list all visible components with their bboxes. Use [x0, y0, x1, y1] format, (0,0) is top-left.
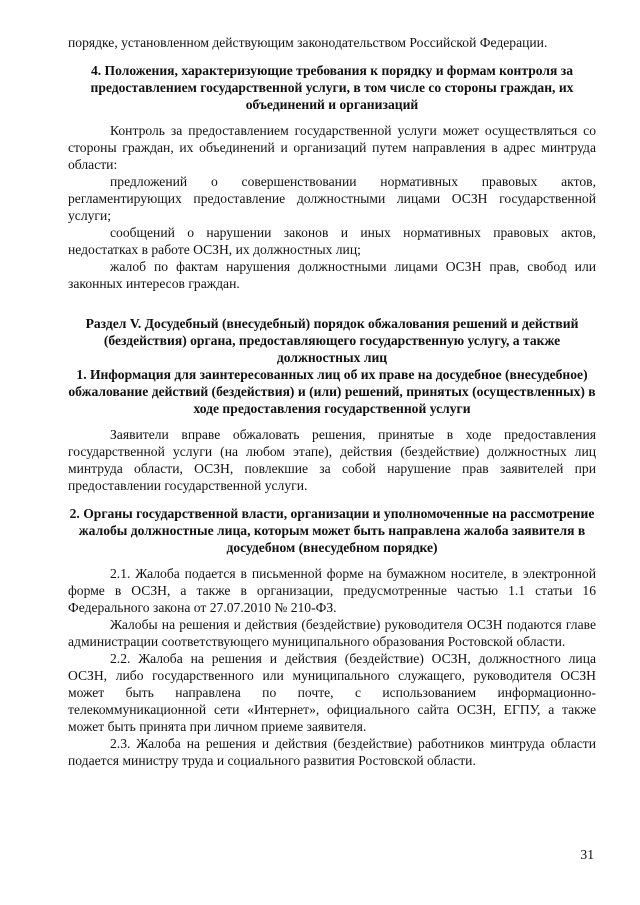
- subsection-2-paragraph: 2.1. Жалоба подается в письменной форме на бумажном носителе, в электронной форме в ОСЗН, а также в организации, предусмотренные частью 1.1 статьи 16 Федерального закона от 27.07.2010 № 210-ФЗ.: [68, 566, 596, 615]
- section-4-paragraph: жалоб по фактам нарушения должностными лицами ОСЗН прав, свобод или законных интересов граждан.: [68, 259, 596, 291]
- subsection-2-paragraph: Жалобы на решения и действия (бездействие) руководителя ОСЗН подаются главе администрации соответствующего муниципального образования Ростовской области.: [68, 617, 596, 649]
- section-4-paragraph: предложений о совершенствовании нормативных правовых актов, регламентирующих предоставление должностными лицами ОСЗН государственной услуги;: [68, 174, 596, 223]
- subsection-2-paragraph: 2.2. Жалоба на решения и действия (бездействие) ОСЗН, должностного лица ОСЗН, либо государственного или муниципального служащего, руководителя ОСЗН может быть направлена по почте, с использованием информационно-телекоммуникационной сети «Интернет», официального сайта ОСЗН, ЕГПУ, а также может быть принята при личном приеме заявителя.: [68, 651, 596, 734]
- intro-paragraph: порядке, установленном действующим законодательством Российской Федерации.: [68, 35, 548, 50]
- section-4-paragraph: сообщений о нарушении законов и иных нормативных правовых актов, недостатках в работе ОСЗН, их должностных лиц;: [68, 225, 596, 257]
- subsection-2-heading: 2. Органы государственной власти, организации и уполномоченные на рассмотрение жалобы должностные лица, которым может быть направлена жалоба заявителя в досудебном (внесудебном порядке): [69, 506, 595, 555]
- page-number: 31: [580, 847, 594, 862]
- section-5-heading: Раздел V. Досудебный (внесудебный) порядок обжалования решений и действий (бездействия) органа, предоставляющего государственную услугу, а также должностных лиц: [85, 316, 579, 365]
- subsection-2-paragraph: 2.3. Жалоба на решения и действия (бездействие) работников минтруда области подается министру труда и социального развития Ростовской области.: [68, 736, 596, 768]
- subsection-1-paragraph: Заявители вправе обжаловать решения, принятые в ходе предоставления государственной услуги (на любом этапе), действия (бездействие) должностных лиц минтруда области, ОСЗН, повлекшие за собой нарушение прав заявителей при предоставлении государственной услуги.: [68, 427, 596, 493]
- section-4-paragraph: Контроль за предоставлением государственной услуги может осуществляться со стороны граждан, их объединений и организаций путем направления в адрес минтруда области:: [68, 123, 596, 172]
- subsection-1-heading: 1. Информация для заинтересованных лиц об их праве на досудебное (внесудебное) обжалование действий (бездействия) и (или) решений, принятых (осуществленных) в ходе предоставления государственной услуги: [68, 367, 596, 416]
- section-4-heading: 4. Положения, характеризующие требования к порядку и формам контроля за предоставлением государственной услуги, в том числе со стороны граждан, их объединений и организаций: [90, 63, 574, 112]
